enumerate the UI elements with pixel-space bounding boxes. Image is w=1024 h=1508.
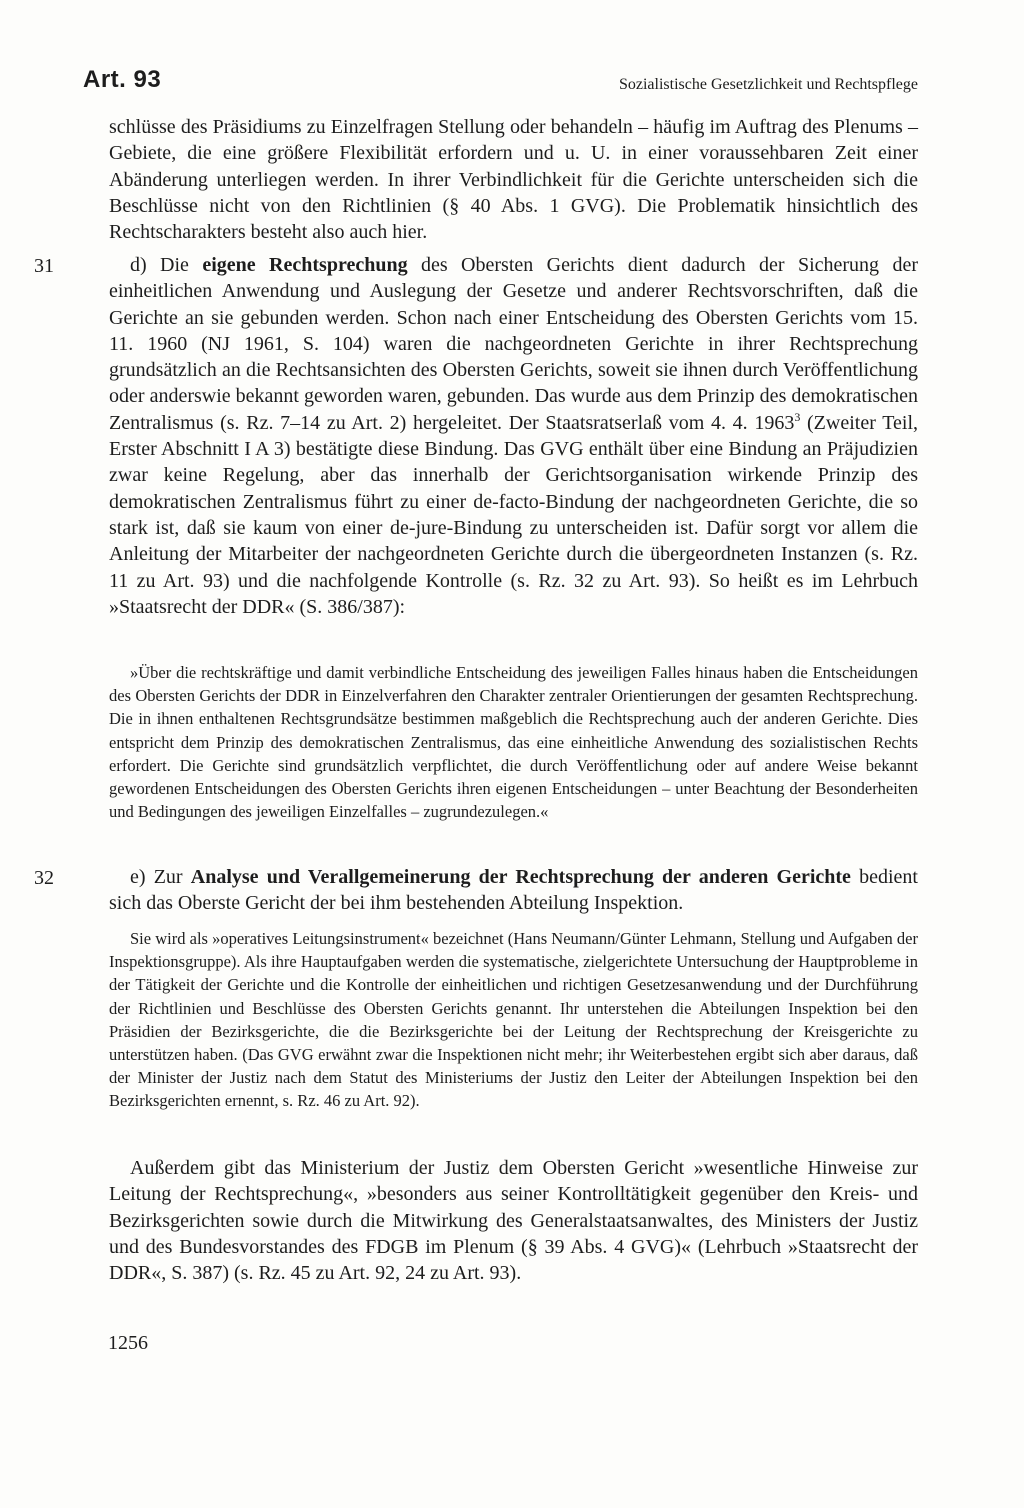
p31-text-continued: (Zweiter Teil, Erster Abschnitt I A 3) bestätigte diese Bindung. Das GVG enthält über eine Bindung an Präjudizien zwar keine Regelung, aber das innerhalb der Gerichtsorganisation wirkende Prinzip des demokratischen Zentralismus führt zu einer de-facto-Bindung der nachgeordneten Gerichte, die so stark ist, daß sie kaum von einer de-jure-Bindung zu unterscheiden ist. Dafür sorgt vor allem die Anleitung der Mitarbeiter der nachgeordneten Gerichte durch die übergeordneten Instanzen (s. Rz. 11 zu Art. 93) und die nachfolgende Kontrolle (s. Rz. 32 zu Art. 93). So heißt es im Lehrbuch »Staatsrecht der DDR« (S. 386/387): bbox=[109, 411, 919, 618]
p32-text: bedient sich das Oberste Gericht der bei ihm bestehenden Abteilung Inspektion. bbox=[109, 866, 918, 915]
paragraph-continued: schlüsse des Präsidiums zu Einzelfragen Stellung oder behandeln – häufig im Auftrag des Plenums – Gebiete, die eine größere Flexibilität erfordern und u. U. in einer voraussehbaren Zeit einer Abänderung unterliegen werden. In ihrer Verbindlichkeit für die Gerichte unterscheiden sich die Beschlüsse nicht von den Richtlinien (§ 40 Abs. 1 GVG). Die Problematik hinsichtlich des Rechtscharakters besteht also auch hier. bbox=[109, 116, 918, 244]
small-print-paragraph: Sie wird als »operatives Leitungsinstrument« bezeichnet (Hans Neumann/Günter Lehmann, Stellung und Aufgaben der Inspektionsgruppe). Als ihre Hauptaufgaben werden die systematische, zielgerichtete Untersuchung der Hauptprobleme in der Tätigkeit der Gerichte und die Kontrolle der einheitlichen und richtigen Gesetzesanwendung und der Durchführung der Richtlinien und Beschlüsse des Obersten Gerichts genannt. Ihr unterstehen die Abteilungen Inspektion bei den Präsidien der Bezirksgerichte, die die Bezirksgerichte bei der Leitung der Rechtsprechung der Kreisgerichte zu unterstützen haben. (Das GVG erwähnt zwar die Inspektionen nicht mehr; ihr Weiterbestehen ergibt sich aber daraus, daß der Minister der Justiz nach dem Statut des Ministeriums der Justiz den Leiter der Abteilungen Inspektion bei den Bezirksgerichten ernennt, s. Rz. 46 zu Art. 92). bbox=[109, 929, 918, 1111]
paragraph-32 bbox=[109, 864, 918, 917]
p31-text: des Obersten Gerichts dient dadurch der Sicherung der einheitlichen Anwendung und Auslegung der Gesetze und anderer Rechtsvorschriften, daß die Gerichte an sie gebunden werden. Schon nach einer Entscheidung des Obersten Gerichts vom 15. 11. 1960 (NJ 1961, S. 104) waren die nachgeordneten Gerichte in ihrer Rechtsprechung grundsätzlich an die Rechtsansichten des Obersten Gerichts, soweit sie ihnen durch Veröffentlichung oder anderswie bekannt geworden waren, gebunden. Das wurde aus dem Prinzip des demokratischen Zentralismus (s. Rz. 7–14 zu Art. 2) hergeleitet. Der Staatsratserlaß vom 4. 4. 1963 bbox=[109, 254, 918, 434]
p32-lead: e) Zur bbox=[130, 866, 191, 888]
block-quote: »Über die rechtskräftige und damit verbindliche Entscheidung des jeweiligen Falles hinaus haben die Entscheidungen des Obersten Gerichts der DDR in Einzelverfahren den Charakter zentraler Orientierungen der gesamten Rechtsprechung. Die in ihnen enthaltenen Rechtsgrundsätze bestimmen maßgeblich die Rechtsprechung auch der anderen Gerichte. Dies entspricht dem Prinzip des demokratischen Zentralismus, das eine einheitliche Anwendung des sozialistischen Rechts erfordert. Die Gerichte sind grundsätzlich verpflichtet, die durch Veröffentlichung oder auf andere Weise bekannt gewordenen Entscheidungen des Obersten Gerichts ihren eigenen Entscheidungen – unter Beachtung der Besonderheiten und Bedingungen des jeweiligen Einzelfalles – zugrundezulegen.« bbox=[109, 663, 918, 822]
margin-number-32: 32 bbox=[34, 867, 54, 889]
paragraph-final: Außerdem gibt das Ministerium der Justiz dem Obersten Gericht »wesentliche Hinweise zur Leitung der Rechtsprechung«, »besonders aus seiner Kontrolltätigkeit gegenüber den Kreis- und Bezirksgerichten sowie durch die Mitwirkung des Generalstaatsanwaltes, des Ministers der Justiz und des Bundesvorstandes des FDGB im Plenum (§ 39 Abs. 4 GVG)« (Lehrbuch »Staatsrecht der DDR«, S. 387) (s. Rz. 45 zu Art. 92, 24 zu Art. 93). bbox=[109, 1157, 918, 1285]
article-heading: Art. 93 bbox=[83, 66, 162, 93]
page-number: 1256 bbox=[108, 1332, 148, 1354]
p31-lead: d) Die bbox=[130, 254, 203, 276]
running-title: Sozialistische Gesetzlichkeit und Rechtspflege bbox=[618, 76, 918, 93]
margin-number-31: 31 bbox=[34, 255, 54, 277]
p32-bold-term: Analyse und Verallgemeinerung der Rechtsprechung der anderen Gerichte bbox=[190, 866, 851, 888]
footnote-marker: 3 bbox=[794, 409, 801, 424]
paragraph-31 bbox=[109, 252, 918, 620]
p31-bold-term: eigene Rechtsprechung bbox=[202, 254, 408, 276]
